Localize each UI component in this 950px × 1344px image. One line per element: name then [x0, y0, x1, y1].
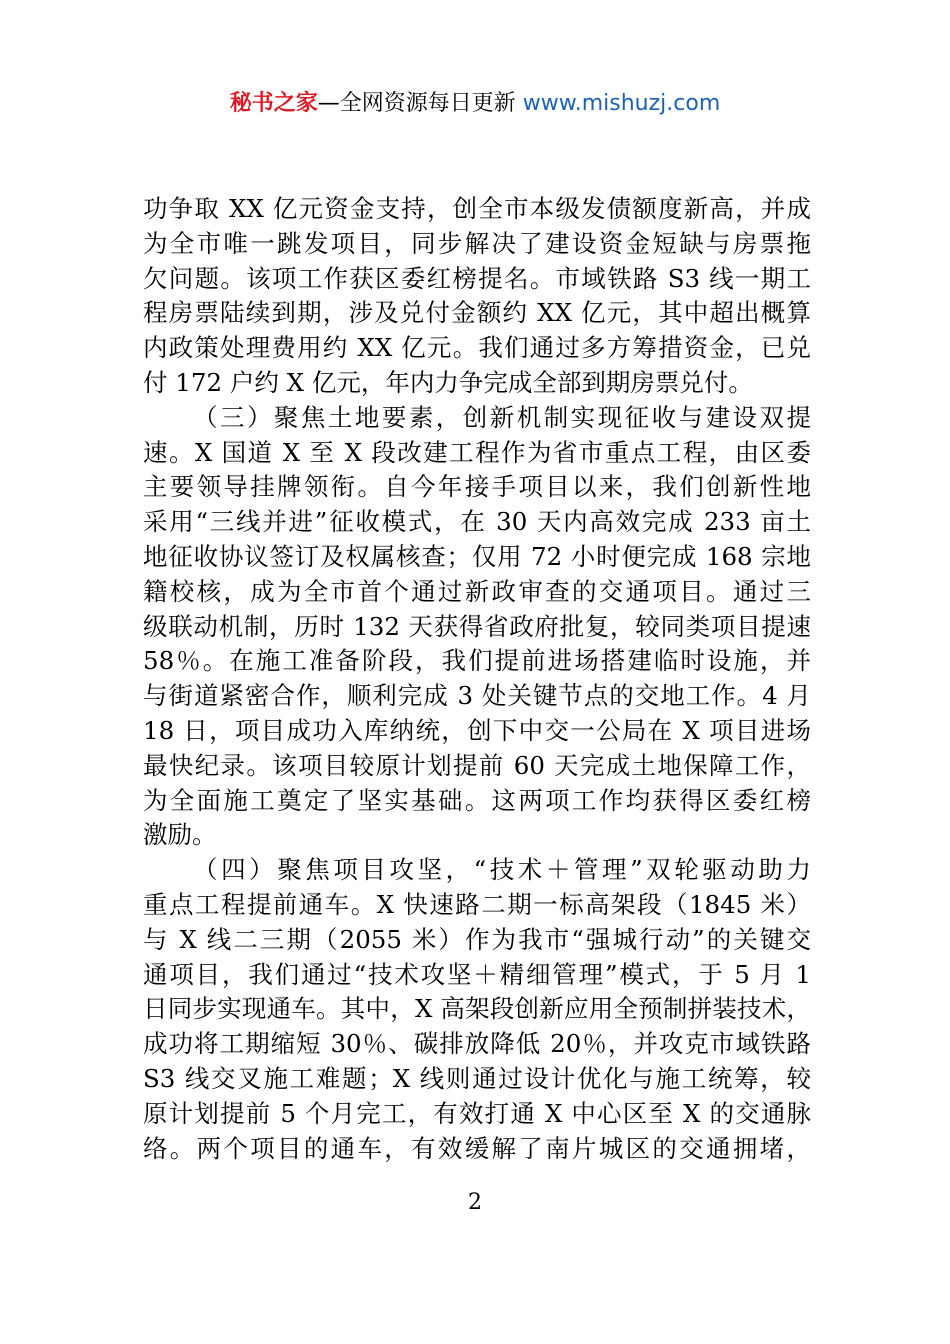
section-heading-line: （四）聚焦项目攻坚，“技术＋管理”双轮驱动助力: [193, 855, 811, 885]
text-line: 激励。: [143, 820, 217, 850]
text-line: 采用“三线并进”征收模式，在 30 天内高效完成 233 亩土: [143, 507, 811, 537]
text-line: 欠问题。该项工作获区委红榜提名。市域铁路 S3 线一期工: [143, 263, 811, 293]
text-line: S3 线交叉施工难题；X 线则通过设计优化与施工统筹，较: [143, 1063, 811, 1093]
text-line: 内政策处理费用约 XX 亿元。我们通过多方筹措资金，已兑: [143, 333, 811, 363]
text-line: 原计划提前 5 个月完工，有效打通 X 中心区至 X 的交通脉: [143, 1098, 811, 1128]
site-header: [0, 88, 950, 120]
site-url[interactable]: www.mishuzj.com: [522, 91, 721, 116]
text-line: 为全面施工奠定了坚实基础。这两项工作均获得区委红榜: [143, 785, 811, 815]
text-line: 与 X 线二三期（2055 米）作为我市“强城行动”的关键交: [143, 924, 811, 954]
page-number: 2: [468, 1190, 482, 1215]
text-line: 主要领导挂牌领衔。自今年接手项目以来，我们创新性地: [143, 472, 811, 502]
text-line: 成功将工期缩短 30％、碳排放降低 20％，并攻克市域铁路: [143, 1029, 811, 1059]
text-line: 通项目，我们通过“技术攻坚＋精细管理”模式，于 5 月 1: [143, 959, 811, 989]
text-line: 籍校核，成为全市首个通过新政审查的交通项目。通过三: [143, 576, 811, 606]
text-line: 重点工程提前通车。X 快速路二期一标高架段（1845 米）: [143, 889, 811, 919]
brand-name: 秘书之家: [229, 91, 318, 116]
text-line: 58％。在施工准备阶段，我们提前进场搭建临时设施，并: [143, 646, 811, 676]
text-line: 络。两个项目的通车，有效缓解了南片城区的交通拥堵，: [143, 1133, 811, 1163]
header-slogan: —全网资源每日更新: [317, 91, 523, 116]
text-line: 付 172 户约 X 亿元，年内力争完成全部到期房票兑付。: [143, 367, 753, 397]
text-line: 为全市唯一跳发项目，同步解决了建设资金短缺与房票拖: [143, 228, 811, 258]
text-line: 级联动机制，历时 132 天获得省政府批复，较同类项目提速: [143, 611, 811, 641]
text-line: 18 日，项目成功入库纳统，创下中交一公局在 X 项目进场: [143, 715, 811, 745]
text-line: 日同步实现通车。其中，X 高架段创新应用全预制拼装技术，: [143, 994, 811, 1024]
text-line: 程房票陆续到期，涉及兑付金额约 XX 亿元，其中超出概算: [143, 298, 811, 328]
text-line: 最快纪录。该项目较原计划提前 60 天完成土地保障工作，: [143, 750, 811, 780]
text-line: 地征收协议签订及权属核查；仅用 72 小时便完成 168 宗地: [143, 541, 811, 571]
text-line: 速。X 国道 X 至 X 段改建工程作为省市重点工程，由区委: [143, 437, 811, 467]
document-body: [143, 192, 811, 1166]
text-line: 功争取 XX 亿元资金支持，创全市本级发债额度新高，并成: [143, 194, 811, 223]
section-heading-line: （三）聚焦土地要素，创新机制实现征收与建设双提: [193, 402, 811, 432]
text-line: 与街道紧密合作，顺利完成 3 处关键节点的交地工作。4 月: [143, 681, 811, 711]
